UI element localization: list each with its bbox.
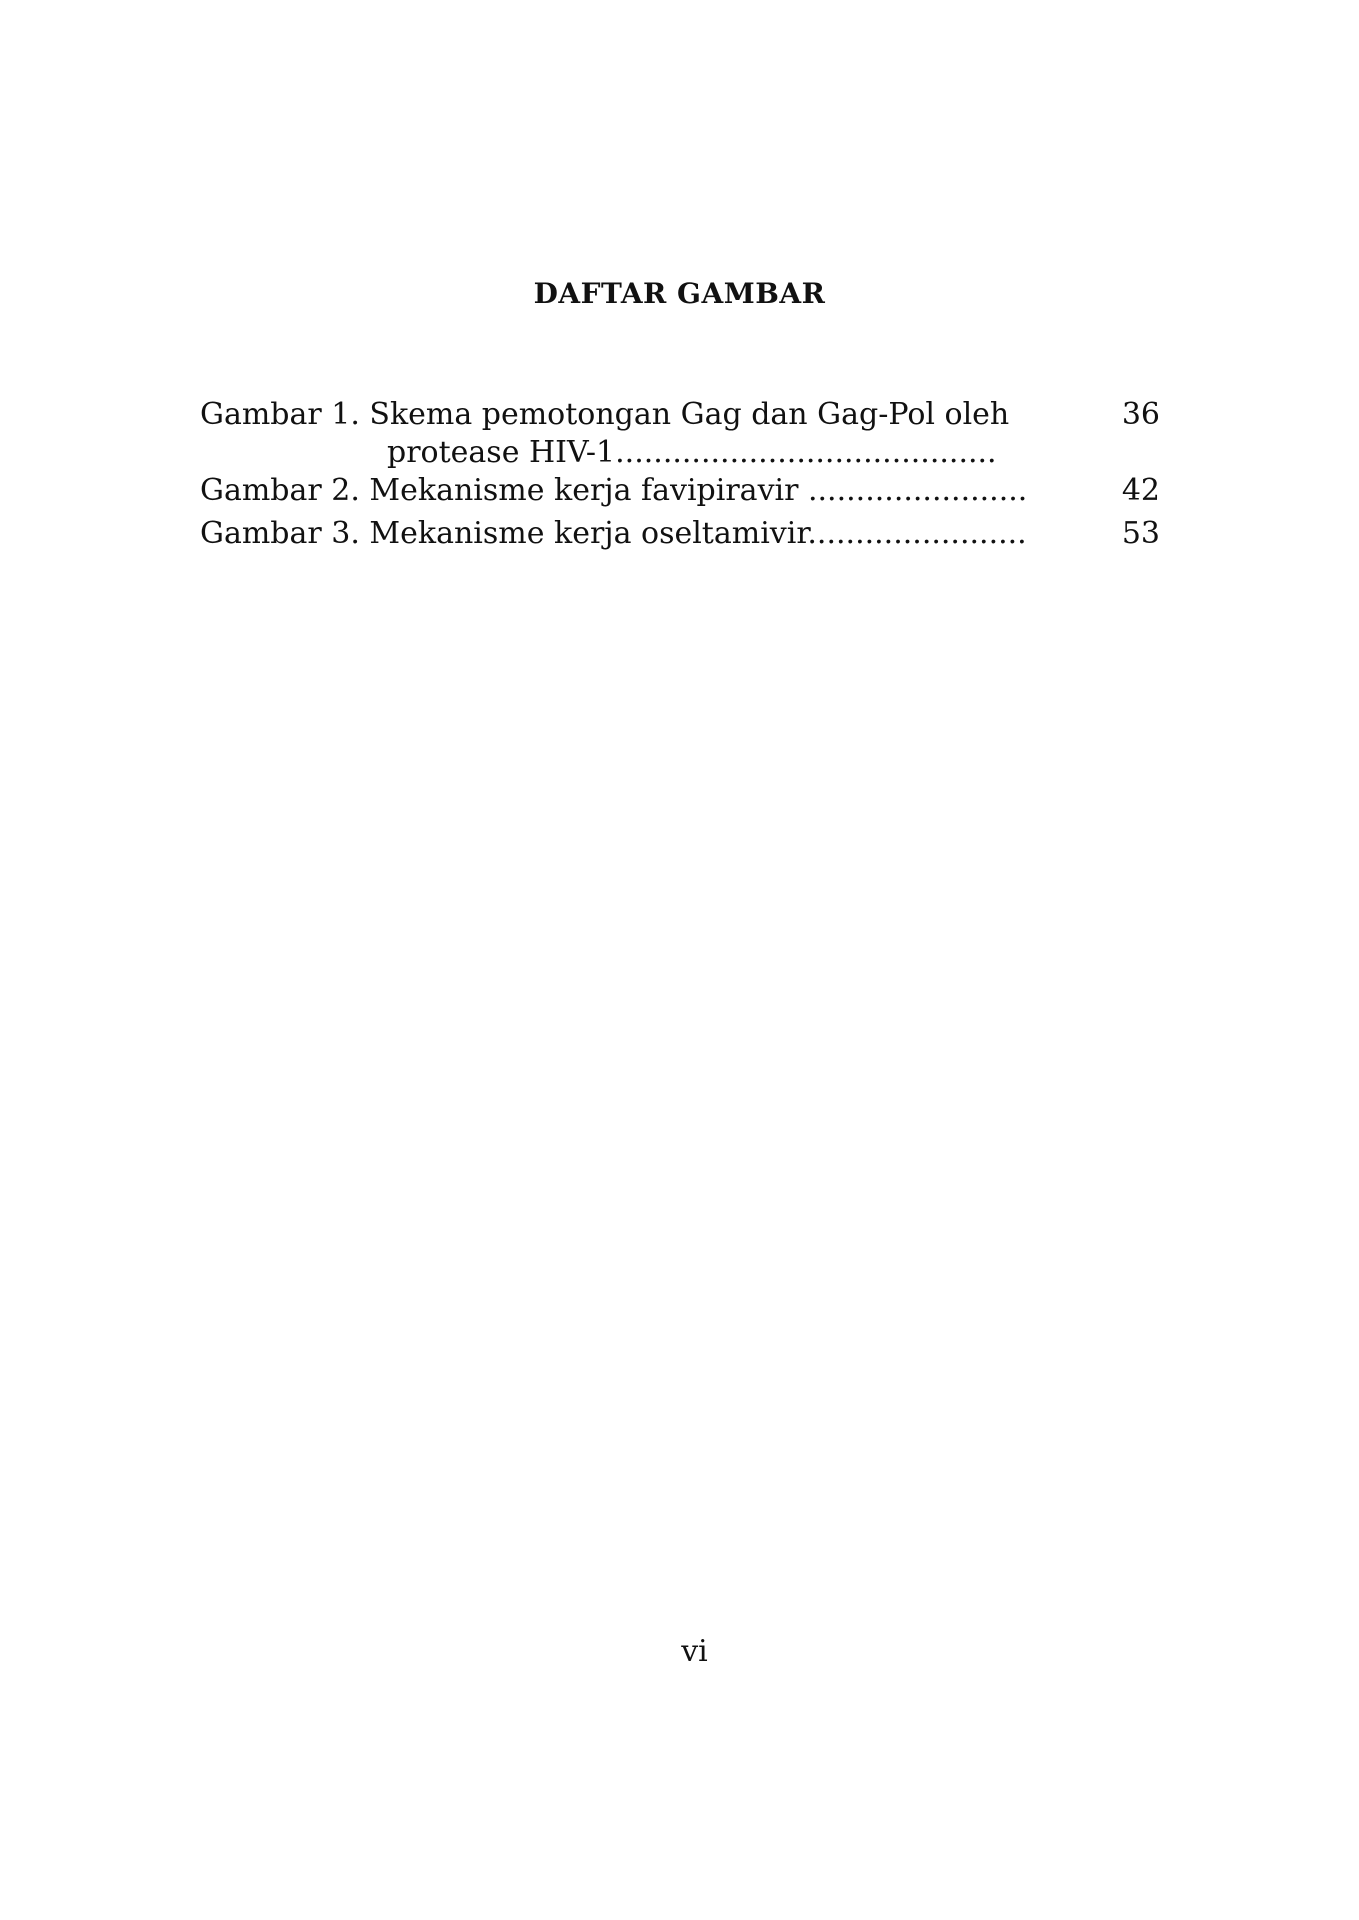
toc-entry-title-text: Gambar 2. Mekanisme kerja favipiravir xyxy=(200,473,799,508)
toc-entry-title: Gambar 1. Skema pemotongan Gag dan Gag-Pol oleh xyxy=(200,397,1010,432)
toc-page-number: 36 xyxy=(1121,397,1160,432)
toc-page-number: 53 xyxy=(1121,516,1160,551)
toc-entry-title-text: protease HIV-1 xyxy=(387,435,616,470)
toc-dot-leader: ....................... xyxy=(807,516,1027,551)
page-number-footer: vi xyxy=(681,1634,708,1669)
toc-entry-title xyxy=(200,515,1160,553)
toc-entry-figure-1[interactable] xyxy=(200,396,1160,472)
toc-entry-title-continued xyxy=(200,434,1160,472)
toc-page-number: 42 xyxy=(1121,473,1160,508)
toc-entry-figure-2[interactable] xyxy=(200,472,1160,510)
toc-dot-leader: ........................................ xyxy=(615,435,997,470)
table-of-figures xyxy=(200,396,1160,553)
toc-entry-title xyxy=(200,472,1160,510)
toc-entry-figure-3[interactable] xyxy=(200,515,1160,553)
toc-entry-title-text: Gambar 3. Mekanisme kerja oseltamivir xyxy=(200,516,808,551)
page-title: DAFTAR GAMBAR xyxy=(533,277,826,310)
toc-dot-leader: ....................... xyxy=(798,473,1028,508)
